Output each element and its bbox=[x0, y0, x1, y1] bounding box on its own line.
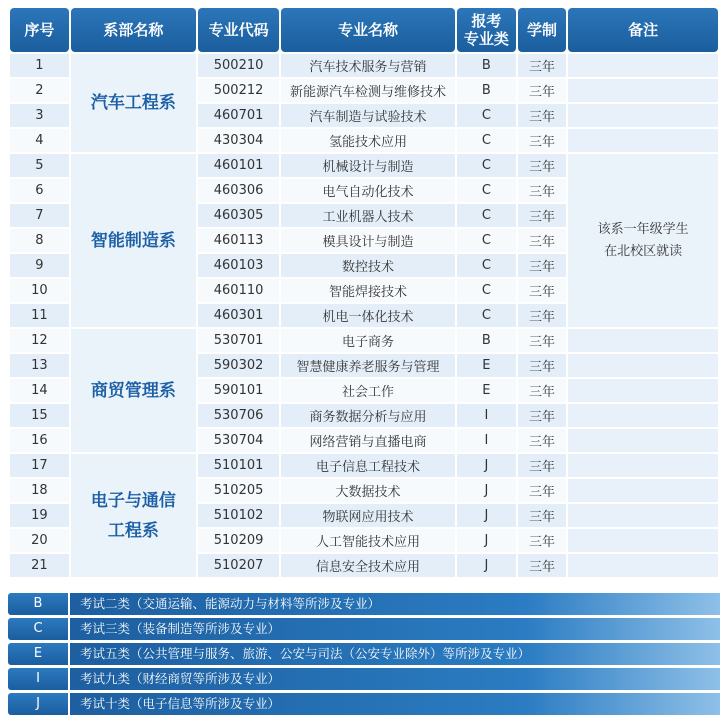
legend-description: 考试三类（装备制造等所涉及专业） bbox=[70, 618, 720, 640]
duration-cell: 三年 bbox=[518, 454, 567, 477]
major-cell: 电子信息工程技术 bbox=[281, 454, 455, 477]
code-cell: 590302 bbox=[198, 354, 279, 377]
exam-type-cell: J bbox=[457, 504, 516, 527]
duration-cell: 三年 bbox=[518, 329, 567, 352]
remarks-cell bbox=[568, 129, 718, 152]
header-row bbox=[10, 8, 718, 52]
seq-cell: 17 bbox=[10, 454, 69, 477]
duration-cell: 三年 bbox=[518, 79, 567, 102]
duration-cell: 三年 bbox=[518, 479, 567, 502]
seq-cell: 2 bbox=[10, 79, 69, 102]
header-code: 专业代码 bbox=[198, 8, 279, 52]
department-name-line1: 商贸管理系 bbox=[90, 380, 176, 401]
code-cell: 460301 bbox=[198, 304, 279, 327]
major-cell: 物联网应用技术 bbox=[281, 504, 455, 527]
exam-type-cell: J bbox=[457, 529, 516, 552]
legend-description: 考试九类（财经商贸等所涉及专业） bbox=[70, 668, 720, 690]
remarks-cell bbox=[568, 554, 718, 577]
table-body bbox=[10, 54, 718, 577]
duration-cell: 三年 bbox=[518, 229, 567, 252]
header-dept: 系部名称 bbox=[71, 8, 196, 52]
duration-cell: 三年 bbox=[518, 104, 567, 127]
remarks-note-line2: 在北校区就读 bbox=[604, 243, 683, 259]
exam-type-cell: E bbox=[457, 379, 516, 402]
header-remarks: 备注 bbox=[568, 8, 718, 52]
duration-cell: 三年 bbox=[518, 279, 567, 302]
code-cell: 530706 bbox=[198, 404, 279, 427]
major-cell: 信息安全技术应用 bbox=[281, 554, 455, 577]
duration-cell: 三年 bbox=[518, 354, 567, 377]
department-name-line1: 汽车工程系 bbox=[90, 93, 176, 113]
duration-cell: 三年 bbox=[518, 154, 567, 177]
remarks-cell bbox=[568, 529, 718, 552]
seq-cell: 18 bbox=[10, 479, 69, 502]
major-cell: 机械设计与制造 bbox=[281, 154, 455, 177]
table-row bbox=[10, 154, 718, 177]
code-cell: 510102 bbox=[198, 504, 279, 527]
seq-cell: 9 bbox=[10, 254, 69, 277]
seq-cell: 19 bbox=[10, 504, 69, 527]
header-exam-type-line2: 专业类 bbox=[463, 30, 509, 48]
code-cell: 460103 bbox=[198, 254, 279, 277]
remarks-cell bbox=[568, 329, 718, 352]
duration-cell: 三年 bbox=[518, 54, 567, 77]
legend-row bbox=[8, 693, 720, 715]
seq-cell: 7 bbox=[10, 204, 69, 227]
duration-cell: 三年 bbox=[518, 429, 567, 452]
exam-type-cell: C bbox=[457, 229, 516, 252]
seq-cell: 5 bbox=[10, 154, 69, 177]
code-cell: 500212 bbox=[198, 79, 279, 102]
exam-type-cell: J bbox=[457, 454, 516, 477]
duration-cell: 三年 bbox=[518, 529, 567, 552]
duration-cell: 三年 bbox=[518, 304, 567, 327]
seq-cell: 10 bbox=[10, 279, 69, 302]
code-cell: 460306 bbox=[198, 179, 279, 202]
code-cell: 530704 bbox=[198, 429, 279, 452]
duration-cell: 三年 bbox=[518, 504, 567, 527]
legend-code: J bbox=[8, 693, 68, 715]
code-cell: 460110 bbox=[198, 279, 279, 302]
header-major: 专业名称 bbox=[281, 8, 455, 52]
duration-cell: 三年 bbox=[518, 254, 567, 277]
remarks-cell bbox=[568, 379, 718, 402]
department-name bbox=[71, 54, 196, 152]
department-name-line1: 智能制造系 bbox=[90, 230, 176, 251]
exam-type-cell: C bbox=[457, 279, 516, 302]
major-cell: 智能焊接技术 bbox=[281, 279, 455, 302]
seq-cell: 3 bbox=[10, 104, 69, 127]
remarks-cell bbox=[568, 479, 718, 502]
code-cell: 510209 bbox=[198, 529, 279, 552]
legend-row bbox=[8, 643, 720, 665]
seq-cell: 15 bbox=[10, 404, 69, 427]
seq-cell: 14 bbox=[10, 379, 69, 402]
exam-type-cell: I bbox=[457, 429, 516, 452]
major-cell: 机电一体化技术 bbox=[281, 304, 455, 327]
seq-cell: 11 bbox=[10, 304, 69, 327]
exam-type-cell: J bbox=[457, 554, 516, 577]
exam-type-cell: B bbox=[457, 54, 516, 77]
code-cell: 460113 bbox=[198, 229, 279, 252]
seq-cell: 1 bbox=[10, 54, 69, 77]
remarks-cell bbox=[568, 54, 718, 77]
seq-cell: 12 bbox=[10, 329, 69, 352]
remarks-note-line1: 该系一年级学生 bbox=[597, 221, 689, 237]
header-duration: 学制 bbox=[518, 8, 567, 52]
remarks-cell bbox=[568, 404, 718, 427]
exam-type-cell: E bbox=[457, 354, 516, 377]
remarks-cell bbox=[568, 79, 718, 102]
duration-cell: 三年 bbox=[518, 204, 567, 227]
seq-cell: 8 bbox=[10, 229, 69, 252]
code-cell: 510101 bbox=[198, 454, 279, 477]
seq-cell: 6 bbox=[10, 179, 69, 202]
major-cell: 网络营销与直播电商 bbox=[281, 429, 455, 452]
seq-cell: 4 bbox=[10, 129, 69, 152]
legend-row bbox=[8, 618, 720, 640]
remarks-cell bbox=[568, 429, 718, 452]
remarks-cell bbox=[568, 104, 718, 127]
department-name bbox=[71, 454, 196, 577]
major-cell: 大数据技术 bbox=[281, 479, 455, 502]
duration-cell: 三年 bbox=[518, 404, 567, 427]
seq-cell: 13 bbox=[10, 354, 69, 377]
code-cell: 430304 bbox=[198, 129, 279, 152]
code-cell: 460701 bbox=[198, 104, 279, 127]
exam-type-cell: C bbox=[457, 129, 516, 152]
table-row bbox=[10, 454, 718, 477]
major-cell: 氢能技术应用 bbox=[281, 129, 455, 152]
major-cell: 社会工作 bbox=[281, 379, 455, 402]
duration-cell: 三年 bbox=[518, 554, 567, 577]
exam-type-cell: B bbox=[457, 79, 516, 102]
remarks-cell bbox=[568, 354, 718, 377]
exam-type-cell: C bbox=[457, 104, 516, 127]
legend-code: B bbox=[8, 593, 68, 615]
remarks-note bbox=[568, 154, 718, 327]
department-name bbox=[71, 329, 196, 452]
major-cell: 工业机器人技术 bbox=[281, 204, 455, 227]
legend-description: 考试十类（电子信息等所涉及专业） bbox=[70, 693, 720, 715]
major-cell: 电气自动化技术 bbox=[281, 179, 455, 202]
exam-type-cell: C bbox=[457, 304, 516, 327]
seq-cell: 20 bbox=[10, 529, 69, 552]
exam-type-cell: C bbox=[457, 204, 516, 227]
table-row bbox=[10, 329, 718, 352]
major-cell: 汽车制造与试验技术 bbox=[281, 104, 455, 127]
exam-type-cell: C bbox=[457, 254, 516, 277]
majors-table bbox=[8, 6, 720, 579]
code-cell: 500210 bbox=[198, 54, 279, 77]
exam-type-cell: J bbox=[457, 479, 516, 502]
code-cell: 590101 bbox=[198, 379, 279, 402]
code-cell: 460101 bbox=[198, 154, 279, 177]
code-cell: 510207 bbox=[198, 554, 279, 577]
seq-cell: 16 bbox=[10, 429, 69, 452]
major-cell: 人工智能技术应用 bbox=[281, 529, 455, 552]
exam-type-cell: C bbox=[457, 179, 516, 202]
exam-type-cell: C bbox=[457, 154, 516, 177]
legend-description: 考试二类（交通运输、能源动力与材料等所涉及专业） bbox=[70, 593, 720, 615]
code-cell: 510205 bbox=[198, 479, 279, 502]
remarks-cell bbox=[568, 454, 718, 477]
legend-code: E bbox=[8, 643, 68, 665]
header-exam-type bbox=[457, 8, 516, 52]
duration-cell: 三年 bbox=[518, 179, 567, 202]
legend-code: C bbox=[8, 618, 68, 640]
legend-code: I bbox=[8, 668, 68, 690]
code-cell: 530701 bbox=[198, 329, 279, 352]
legend-row bbox=[8, 593, 720, 615]
legend-description: 考试五类（公共管理与服务、旅游、公安与司法（公安专业除外）等所涉及专业） bbox=[70, 643, 720, 665]
header-exam-type-line1: 报考 bbox=[471, 12, 502, 30]
department-name-line1: 电子与通信 bbox=[90, 490, 176, 511]
major-cell: 数控技术 bbox=[281, 254, 455, 277]
major-cell: 新能源汽车检测与维修技术 bbox=[281, 79, 455, 102]
major-cell: 汽车技术服务与营销 bbox=[281, 54, 455, 77]
duration-cell: 三年 bbox=[518, 379, 567, 402]
header-seq: 序号 bbox=[10, 8, 69, 52]
exam-type-cell: B bbox=[457, 329, 516, 352]
department-name-line2: 工程系 bbox=[107, 520, 159, 541]
remarks-cell bbox=[568, 504, 718, 527]
seq-cell: 21 bbox=[10, 554, 69, 577]
major-cell: 模具设计与制造 bbox=[281, 229, 455, 252]
major-cell: 智慧健康养老服务与管理 bbox=[281, 354, 455, 377]
legend-row bbox=[8, 668, 720, 690]
table-row bbox=[10, 54, 718, 77]
major-cell: 电子商务 bbox=[281, 329, 455, 352]
duration-cell: 三年 bbox=[518, 129, 567, 152]
code-cell: 460305 bbox=[198, 204, 279, 227]
department-name bbox=[71, 154, 196, 327]
exam-type-cell: I bbox=[457, 404, 516, 427]
major-cell: 商务数据分析与应用 bbox=[281, 404, 455, 427]
